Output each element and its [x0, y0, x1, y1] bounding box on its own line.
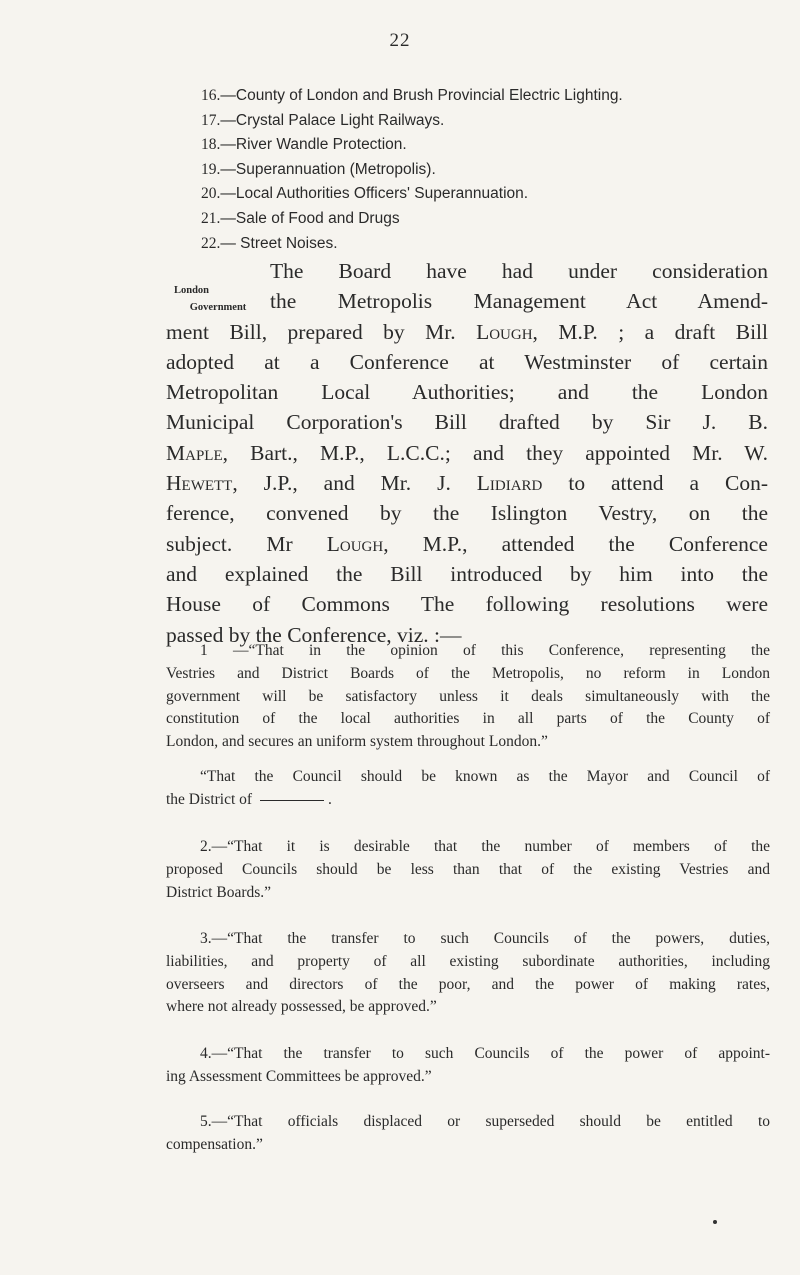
resolution-4: [166, 1043, 770, 1089]
list-item: 17.—Crystal Palace Light Railways.: [201, 111, 445, 129]
resolution-line: compensation.”: [166, 1135, 263, 1153]
resolution-line: the District of .: [166, 790, 332, 808]
paragraph-line: ference, convened by the Islington Vestry, on the: [166, 501, 768, 526]
bill-list: [201, 84, 781, 256]
list-item: 18.—River Wandle Protection.: [201, 136, 407, 154]
page-number: 22: [389, 30, 411, 51]
paragraph-line: Maple, Bart., M.P., L.C.C.; and they appointed Mr. W.: [166, 440, 768, 465]
list-item: 20.—Local Authorities Officers' Superannuation.: [201, 185, 529, 203]
paragraph-line: Metropolitan Local Authorities; and the London: [166, 380, 768, 405]
resolution-line: 5.—“That officials displaced or superseded should be entitled to: [200, 1113, 770, 1130]
resolution-5: [166, 1111, 770, 1157]
resolution-line: where not already possessed, be approved.”: [166, 998, 437, 1016]
paragraph-line: passed by the Conference, viz. :—: [166, 622, 462, 647]
resolution-3: [166, 928, 770, 1019]
resolution-line: 2.—“That it is desirable that the number of members of the: [200, 838, 770, 855]
resolution-line: Vestries and District Boards of the Metropolis, no reform in London: [166, 664, 770, 682]
list-item: 22.— Street Noises.: [201, 234, 338, 252]
resolution-1: [166, 640, 770, 754]
list-item: 19.—Superannuation (Metropolis).: [201, 160, 436, 178]
resolution-line: liabilities, and property of all existing subordinate authorities, including: [166, 952, 770, 970]
blank-rule: [260, 800, 324, 801]
resolution-line: proposed Councils should be less than that of the existing Vestries and: [166, 860, 770, 878]
resolution-line: government will be satisfactory unless it deals simultaneously with the: [166, 687, 770, 705]
resolution-line: District Boards.”: [166, 883, 272, 901]
ink-speck: [713, 1220, 717, 1224]
margin-note-line: London: [174, 285, 210, 296]
paragraph-line: the Metropolis Management Act Amend-: [270, 289, 768, 314]
resolution-line: 4.—“That the transfer to such Councils of the power of appoint-: [200, 1045, 770, 1062]
paragraph-line: subject. Mr Lough, M.P., attended the Conference: [166, 531, 768, 556]
paragraph-line: Municipal Corporation's Bill drafted by Sir J. B.: [166, 410, 768, 435]
paragraph-line: adopted at a Conference at Westminster of certain: [166, 349, 768, 374]
paragraph-line: ment Bill, prepared by Mr. Lough, M.P. ; a draft Bill: [166, 319, 768, 344]
resolution-1b: [166, 766, 770, 812]
resolution-line: ing Assessment Committees be approved.”: [166, 1067, 432, 1085]
list-item: 21.—Sale of Food and Drugs: [201, 209, 400, 227]
resolution-line: overseers and directors of the poor, and the power of making rates,: [166, 975, 770, 993]
list-item: 16.—County of London and Brush Provincial Electric Lighting.: [201, 87, 623, 104]
resolution-line: constitution of the local authorities in all parts of the County of: [166, 710, 770, 728]
paragraph-line: Hewett, J.P., and Mr. J. Lidiard to attend a Con-: [166, 471, 768, 496]
resolution-line: “That the Council should be known as the Mayor and Council of: [200, 768, 770, 785]
paragraph-line: House of Commons The following resolutions were: [166, 592, 768, 617]
resolution-line: London, and secures an uniform system throughout London.”: [166, 733, 548, 751]
resolution-2: [166, 836, 770, 904]
margin-note-line: Government: [189, 302, 247, 313]
resolution-line: 1 —“That in the opinion of this Conference, representing the: [200, 642, 770, 659]
paragraph-line: The Board have had under consideration: [270, 259, 768, 283]
main-paragraph: [166, 256, 768, 650]
paragraph-line: and explained the Bill introduced by him into the: [166, 561, 768, 586]
resolution-line: 3.—“That the transfer to such Councils of the powers, duties,: [200, 930, 770, 947]
